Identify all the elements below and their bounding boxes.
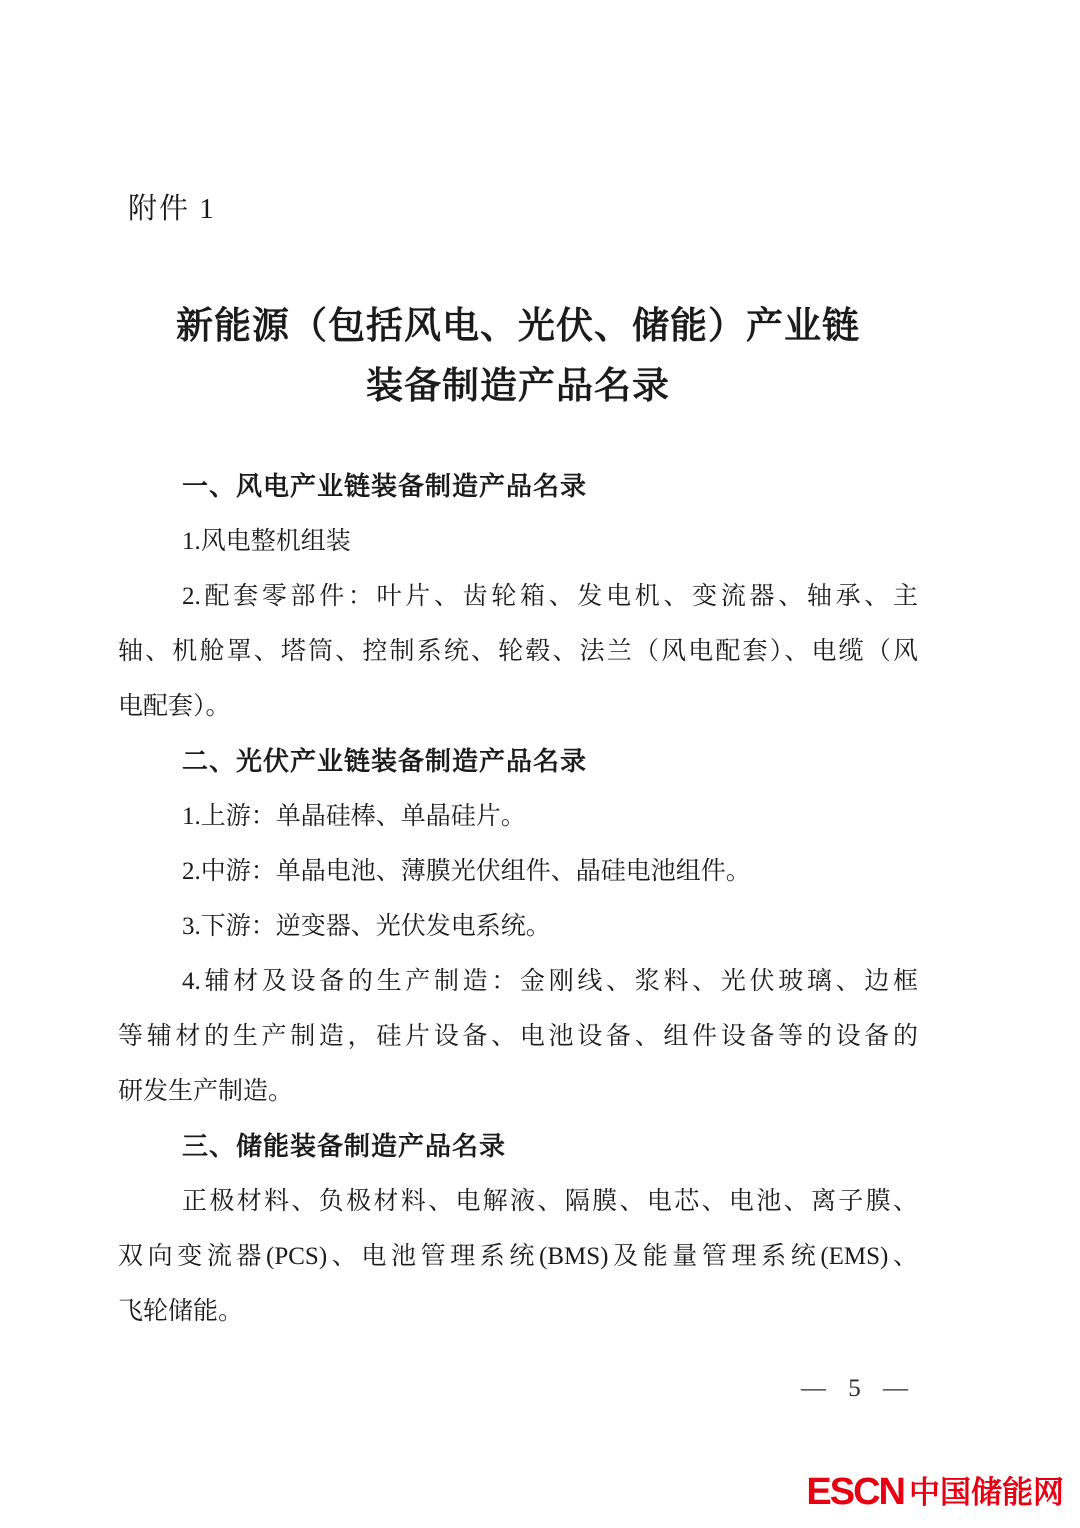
line-wind-item-2: 2.配套零部件：叶片、齿轮箱、发电机、变流器、轴承、主 [182, 583, 918, 610]
document-body [118, 459, 918, 1339]
line-pv-auxiliary-cont-2: 研发生产制造。 [118, 1078, 294, 1105]
document-title-line1: 新能源（包括风电、光伏、储能）产业链 [176, 305, 860, 346]
line-storage-3: 飞轮储能。 [118, 1298, 244, 1325]
line-pv-auxiliary: 4.辅材及设备的生产制造：金刚线、浆料、光伏玻璃、边框 [182, 968, 918, 995]
document-title-line2: 装备制造产品名录 [366, 365, 670, 406]
page-number: — 5 — [801, 1375, 908, 1402]
escn-logo [806, 1473, 1064, 1511]
line-pv-upstream: 1.上游：单晶硅棒、单晶硅片。 [182, 803, 526, 830]
section-storage-heading: 三、储能装备制造产品名录 [182, 1131, 507, 1161]
line-pv-midstream: 2.中游：单晶电池、薄膜光伏组件、晶硅电池组件。 [182, 858, 751, 885]
line-wind-item-2-cont-1: 轴、机舱罩、塔筒、控制系统、轮毂、法兰（风电配套）、电缆（风 [118, 638, 918, 665]
section-wind-heading: 一、风电产业链装备制造产品名录 [182, 471, 588, 501]
line-pv-downstream: 3.下游：逆变器、光伏发电系统。 [182, 913, 551, 940]
escn-logo-en: ESCN [806, 1471, 904, 1513]
line-pv-auxiliary-cont-1: 等辅材的生产制造，硅片设备、电池设备、组件设备等的设备的 [118, 1023, 918, 1050]
section-pv-heading: 二、光伏产业链装备制造产品名录 [182, 746, 588, 776]
line-storage-1: 正极材料、负极材料、电解液、隔膜、电芯、电池、离子膜、 [182, 1188, 918, 1215]
attachment-label: 附件 1 [128, 193, 216, 225]
line-wind-item-2-cont-2: 电配套）。 [118, 693, 231, 720]
document-title [118, 296, 918, 416]
line-wind-item-1: 1.风电整机组装 [182, 528, 351, 555]
escn-logo-zh: 中国储能网 [909, 1474, 1064, 1510]
line-storage-2: 双向变流器(PCS)、电池管理系统(BMS)及能量管理系统(EMS)、 [118, 1243, 918, 1270]
